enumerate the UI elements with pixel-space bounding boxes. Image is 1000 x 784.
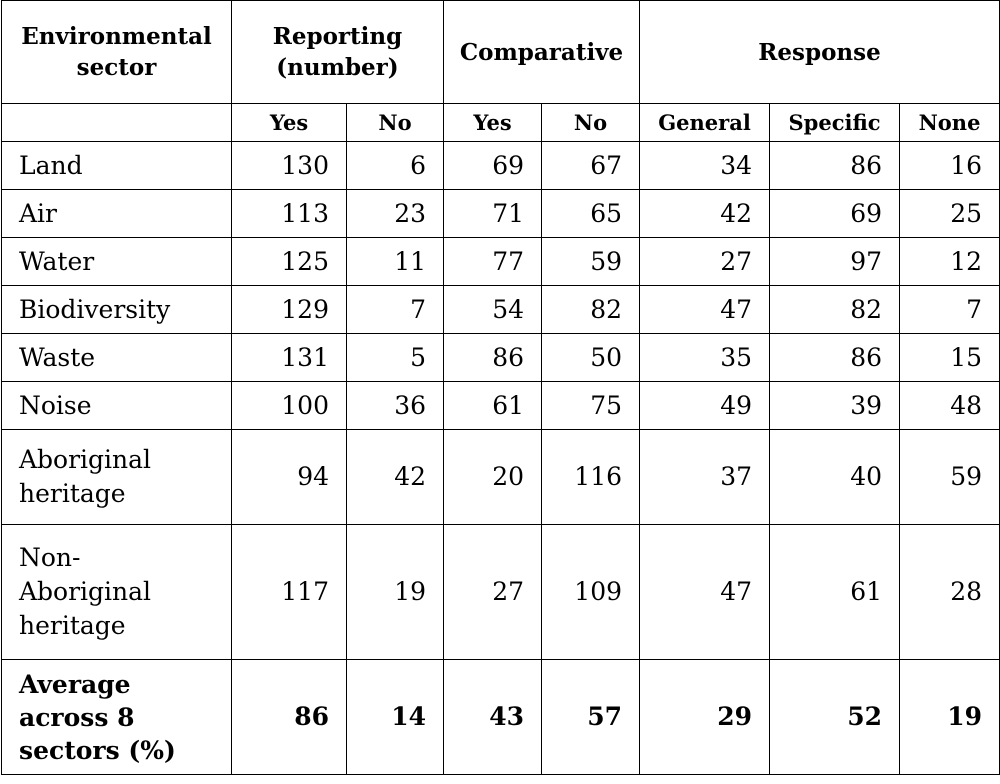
cell-reporting-yes: 131 (232, 334, 347, 382)
cell-comparative-no: 82 (542, 286, 640, 334)
table-row (2, 238, 1000, 286)
cell-comparative-yes: 27 (444, 525, 542, 660)
environmental-reporting-table (1, 0, 1000, 775)
cell-reporting-yes: 129 (232, 286, 347, 334)
cell-reporting-no: 36 (347, 382, 444, 430)
header-sector: Environmental sector (2, 1, 232, 104)
cell-response-none: 28 (900, 525, 1000, 660)
cell-response-specific: 69 (770, 190, 900, 238)
cell-reporting-no: 6 (347, 142, 444, 190)
cell-response-general: 27 (640, 238, 770, 286)
table-row (2, 334, 1000, 382)
average-label: Average across 8 sectors (%) (2, 660, 232, 775)
cell-reporting-no: 19 (347, 525, 444, 660)
cell-reporting-yes: 94 (232, 430, 347, 525)
cell-reporting-yes: 100 (232, 382, 347, 430)
sector-label: Air (2, 190, 232, 238)
cell-response-general: 42 (640, 190, 770, 238)
cell-comparative-yes: 77 (444, 238, 542, 286)
cell-response-general: 47 (640, 286, 770, 334)
cell-response-general: 49 (640, 382, 770, 430)
cell-comparative-yes: 86 (444, 334, 542, 382)
average-reporting-yes: 86 (232, 660, 347, 775)
cell-comparative-no: 67 (542, 142, 640, 190)
average-comparative-no: 57 (542, 660, 640, 775)
sector-label: Land (2, 142, 232, 190)
cell-comparative-yes: 61 (444, 382, 542, 430)
sector-label: Non-Aboriginal heritage (2, 525, 232, 660)
subheader-response-none: None (900, 104, 1000, 142)
average-response-none: 19 (900, 660, 1000, 775)
header-response: Response (640, 1, 1000, 104)
header-reporting: Reporting (number) (232, 1, 444, 104)
cell-reporting-no: 11 (347, 238, 444, 286)
cell-response-specific: 86 (770, 142, 900, 190)
sector-label: Noise (2, 382, 232, 430)
average-reporting-no: 14 (347, 660, 444, 775)
cell-response-none: 7 (900, 286, 1000, 334)
cell-response-none: 15 (900, 334, 1000, 382)
cell-response-specific: 86 (770, 334, 900, 382)
subheader-empty (2, 104, 232, 142)
subheader-reporting-no: No (347, 104, 444, 142)
subheader-response-specific: Specific (770, 104, 900, 142)
cell-response-none: 12 (900, 238, 1000, 286)
cell-response-specific: 40 (770, 430, 900, 525)
cell-comparative-yes: 20 (444, 430, 542, 525)
subheader-reporting-yes: Yes (232, 104, 347, 142)
cell-comparative-yes: 54 (444, 286, 542, 334)
table-row (2, 525, 1000, 660)
sector-label: Aboriginal heritage (2, 430, 232, 525)
cell-reporting-yes: 113 (232, 190, 347, 238)
cell-reporting-no: 7 (347, 286, 444, 334)
subheader-response-general: General (640, 104, 770, 142)
average-comparative-yes: 43 (444, 660, 542, 775)
cell-response-specific: 39 (770, 382, 900, 430)
cell-reporting-no: 5 (347, 334, 444, 382)
cell-reporting-yes: 125 (232, 238, 347, 286)
subheader-row (2, 104, 1000, 142)
header-row (2, 1, 1000, 104)
cell-response-none: 48 (900, 382, 1000, 430)
sector-label: Waste (2, 334, 232, 382)
cell-reporting-yes: 117 (232, 525, 347, 660)
sector-label: Biodiversity (2, 286, 232, 334)
cell-response-specific: 82 (770, 286, 900, 334)
average-response-specific: 52 (770, 660, 900, 775)
table-row (2, 286, 1000, 334)
cell-comparative-yes: 69 (444, 142, 542, 190)
cell-response-none: 25 (900, 190, 1000, 238)
table-row (2, 142, 1000, 190)
cell-reporting-no: 42 (347, 430, 444, 525)
cell-response-specific: 97 (770, 238, 900, 286)
cell-response-specific: 61 (770, 525, 900, 660)
table-row (2, 190, 1000, 238)
table-row (2, 382, 1000, 430)
cell-comparative-no: 109 (542, 525, 640, 660)
sector-label: Water (2, 238, 232, 286)
header-comparative: Comparative (444, 1, 640, 104)
cell-reporting-no: 23 (347, 190, 444, 238)
average-response-general: 29 (640, 660, 770, 775)
table-row (2, 430, 1000, 525)
cell-response-general: 37 (640, 430, 770, 525)
cell-response-none: 59 (900, 430, 1000, 525)
cell-reporting-yes: 130 (232, 142, 347, 190)
subheader-comparative-no: No (542, 104, 640, 142)
cell-comparative-no: 116 (542, 430, 640, 525)
average-row (2, 660, 1000, 775)
cell-comparative-no: 75 (542, 382, 640, 430)
cell-comparative-no: 50 (542, 334, 640, 382)
cell-response-general: 35 (640, 334, 770, 382)
cell-response-general: 47 (640, 525, 770, 660)
subheader-comparative-yes: Yes (444, 104, 542, 142)
cell-comparative-no: 65 (542, 190, 640, 238)
cell-comparative-yes: 71 (444, 190, 542, 238)
cell-response-none: 16 (900, 142, 1000, 190)
cell-response-general: 34 (640, 142, 770, 190)
cell-comparative-no: 59 (542, 238, 640, 286)
